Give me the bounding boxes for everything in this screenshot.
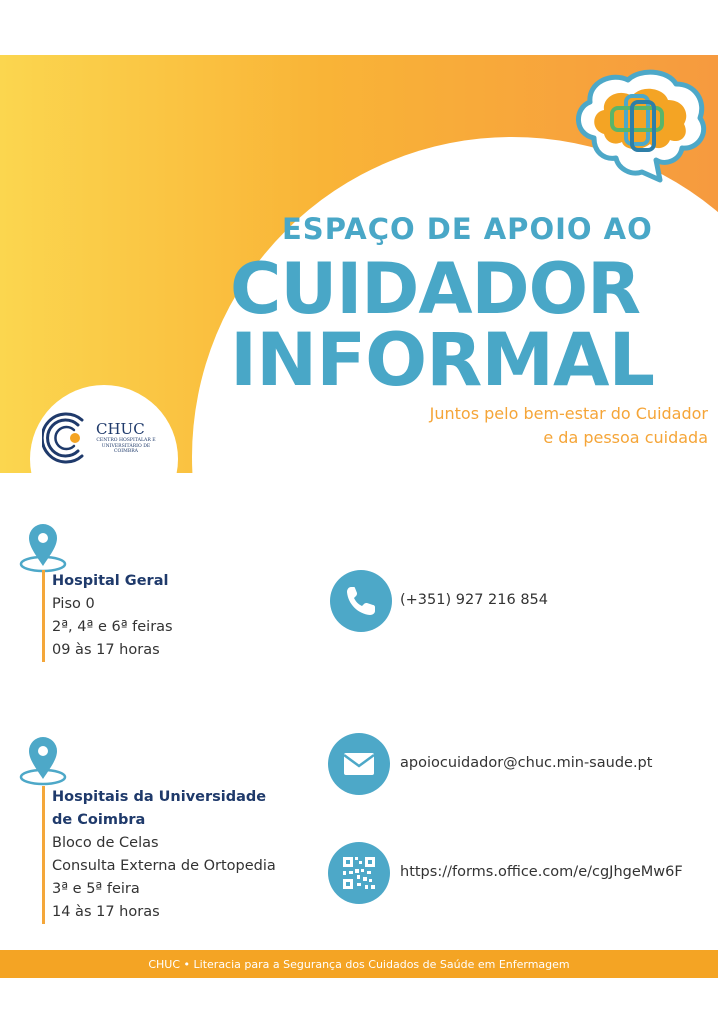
location-detail: 14 às 17 horas <box>52 904 160 920</box>
footer-text: CHUC • Literacia para a Segurança dos Cuidados de Saúde em Enfermagem <box>148 957 570 971</box>
envelope-icon <box>328 733 390 795</box>
location-hospitais-universidade <box>42 786 276 924</box>
subtitle-line-2: e da pessoa cuidada <box>543 428 708 447</box>
phone-icon-badge <box>330 570 392 632</box>
phone-icon <box>330 570 392 632</box>
title-line-3: INFORMAL <box>230 318 655 403</box>
email-icon-badge <box>328 733 390 795</box>
location-name: de Coimbra <box>52 812 146 828</box>
location-name: Hospital Geral <box>52 573 169 589</box>
title-line-2: CUIDADOR <box>230 248 641 330</box>
footer-bar <box>0 950 718 978</box>
title-line-1: ESPAÇO DE APOIO AO <box>282 212 653 246</box>
subtitle-line-1: Juntos pelo bem-estar do Cuidador <box>429 404 708 423</box>
location-detail: 2ª, 4ª e 6ª feiras <box>52 619 173 635</box>
form-url-link[interactable]: https://forms.office.com/e/cgJhgeMw6F <box>400 864 683 880</box>
chuc-logo-icon <box>42 412 94 464</box>
org-logo-name: CHUC <box>96 420 145 438</box>
org-logo-subtitle: CENTRO HOSPITALAR E UNIVERSITÁRIO DE COIMBRA <box>96 438 156 455</box>
location-pin-icon <box>17 733 69 791</box>
location-hospital-geral <box>42 570 173 662</box>
location-detail: Piso 0 <box>52 596 95 612</box>
location-detail: Consulta Externa de Ortopedia <box>52 858 276 874</box>
location-name: Hospitais da Universidade <box>52 789 267 805</box>
location-detail: 3ª e 5ª feira <box>52 881 140 897</box>
location-detail: Bloco de Celas <box>52 835 159 851</box>
brain-cross-icon <box>570 68 710 186</box>
qr-code-badge <box>328 842 390 904</box>
phone-number[interactable]: (+351) 927 216 854 <box>400 592 548 608</box>
location-detail: 09 às 17 horas <box>52 642 160 658</box>
email-address[interactable]: apoiocuidador@chuc.min-saude.pt <box>400 755 653 771</box>
qr-code-icon <box>328 842 390 904</box>
